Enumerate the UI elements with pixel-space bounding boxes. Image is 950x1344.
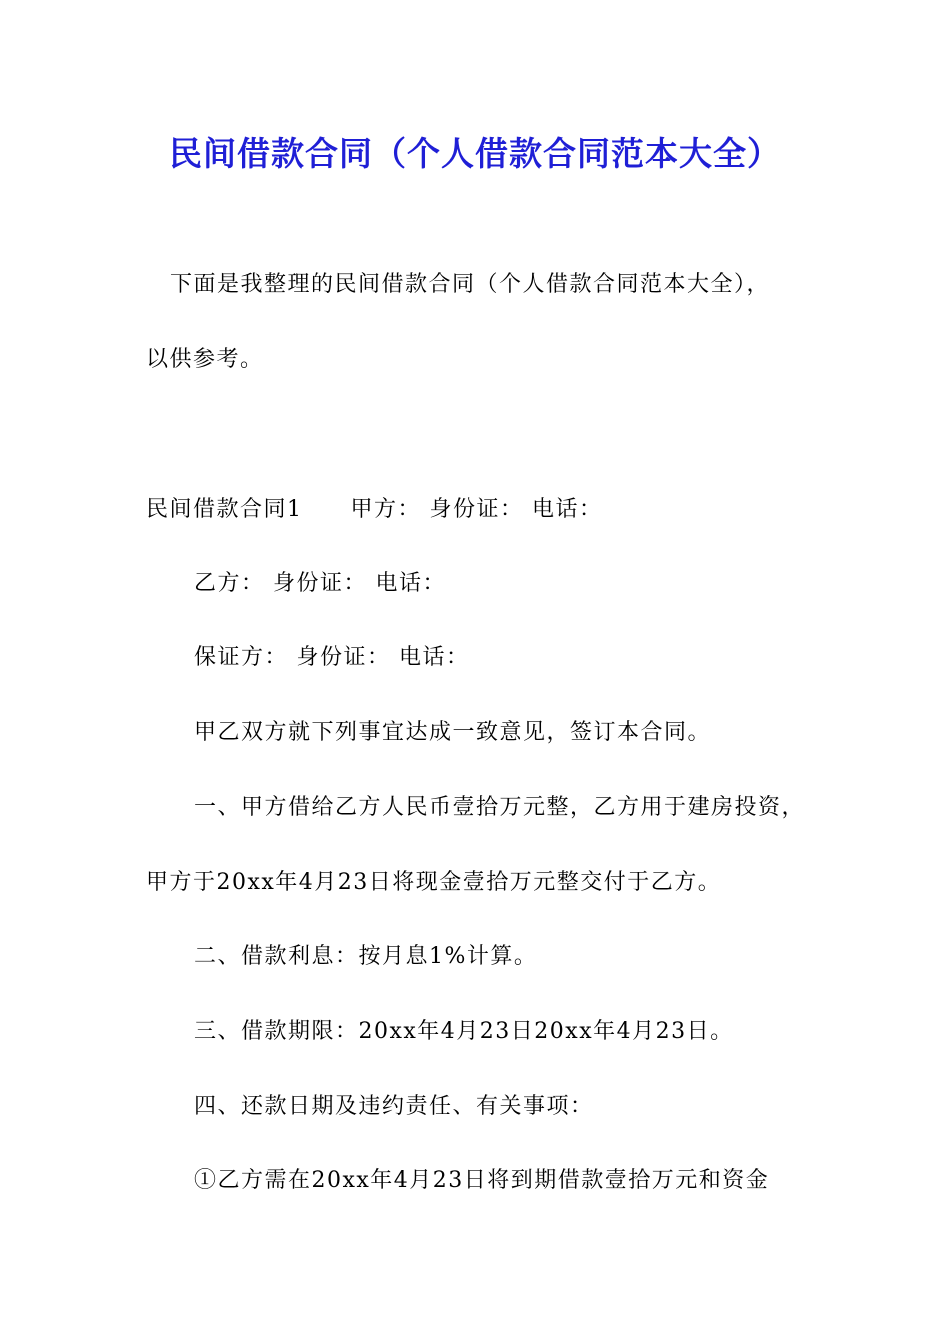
contract-1-heading: 民间借款合同1: [146, 497, 303, 522]
document-title: 民间借款合同（个人借款合同范本大全）: [169, 134, 781, 173]
clause-1-line-1: 一、甲方借给乙方人民币壹拾万元整，乙方用于建房投资，: [194, 795, 806, 820]
contract-1-heading-line: [146, 495, 603, 525]
clause-4-item-1: ①乙方需在20xx年4月23日将到期借款壹拾万元和资金: [194, 1168, 770, 1193]
clause-2: 二、借款利息：按月息1%计算。: [194, 944, 538, 969]
intro-line-2: 以供参考。: [146, 347, 264, 372]
intro-line-1: 下面是我整理的民间借款合同（个人借款合同范本大全），: [170, 272, 771, 297]
party-b-line: 乙方： 身份证： 电话：: [194, 571, 446, 596]
clause-3: 三、借款期限：20xx年4月23日20xx年4月23日。: [194, 1019, 734, 1044]
clause-4: 四、还款日期及违约责任、有关事项：: [194, 1094, 594, 1119]
guarantor-line: 保证方： 身份证： 电话：: [194, 645, 470, 670]
agreement-statement: 甲乙双方就下列事宜达成一致意见，签订本合同。: [194, 720, 712, 745]
party-a-line: 甲方： 身份证： 电话：: [350, 497, 603, 522]
clause-1-line-2: 甲方于20xx年4月23日将现金壹拾万元整交付于乙方。: [146, 870, 722, 895]
